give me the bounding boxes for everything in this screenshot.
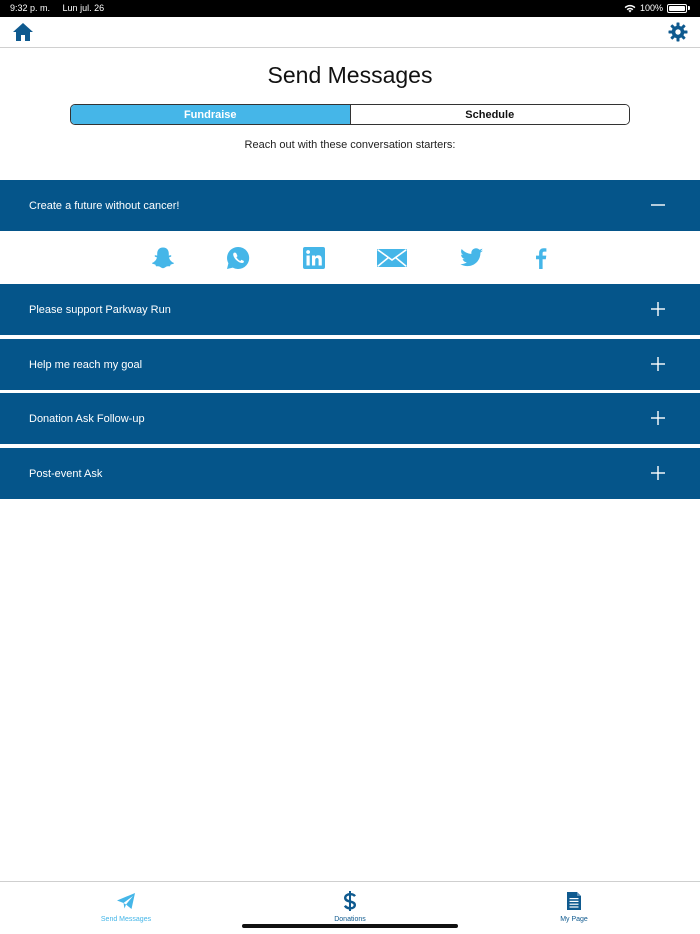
status-bar xyxy=(0,0,700,17)
plus-icon[interactable] xyxy=(650,301,666,317)
tab-fundraise[interactable]: Fundraise xyxy=(71,105,351,124)
whatsapp-icon[interactable] xyxy=(225,245,251,271)
email-icon[interactable] xyxy=(376,245,408,271)
tab-label: Send Messages xyxy=(100,916,152,923)
share-icons-row xyxy=(0,231,700,284)
page-title: Send Messages xyxy=(267,62,433,88)
dollar-icon xyxy=(340,891,360,911)
linkedin-icon[interactable] xyxy=(301,245,327,271)
battery-icon xyxy=(667,4,687,13)
twitter-icon[interactable] xyxy=(459,245,485,271)
bottom-tab-my-page[interactable] xyxy=(514,882,634,934)
minus-icon[interactable] xyxy=(650,197,666,213)
accordion-header-reach-goal[interactable] xyxy=(0,339,700,390)
accordion-header-donation-follow-up[interactable] xyxy=(0,393,700,444)
facebook-icon[interactable] xyxy=(528,245,554,271)
battery-tip xyxy=(688,6,690,10)
tab-label: Donations xyxy=(334,916,366,923)
status-date: Lun jul. 26 xyxy=(62,3,105,13)
home-icon[interactable] xyxy=(12,22,34,42)
home-indicator[interactable] xyxy=(242,924,458,928)
plus-icon[interactable] xyxy=(650,356,666,372)
accordion-label: Post-event Ask xyxy=(29,467,103,480)
plus-icon[interactable] xyxy=(650,465,666,481)
conversation-starters-subtitle: Reach out with these conversation starters: xyxy=(244,139,456,151)
accordion-header-parkway-run[interactable] xyxy=(0,284,700,335)
paper-plane-icon xyxy=(116,891,136,911)
segmented-control xyxy=(70,104,630,125)
plus-icon[interactable] xyxy=(650,410,666,426)
battery-percent: 100% xyxy=(639,3,663,13)
bottom-tab-send-messages[interactable] xyxy=(66,882,186,934)
accordion-label: Donation Ask Follow-up xyxy=(29,412,145,425)
status-time: 9:32 p. m. xyxy=(10,3,51,13)
wifi-icon xyxy=(624,4,636,13)
accordion-label: Create a future without cancer! xyxy=(29,199,180,212)
tab-schedule[interactable]: Schedule xyxy=(351,105,630,124)
tab-label: My Page xyxy=(560,916,588,923)
snapchat-icon[interactable] xyxy=(150,245,176,271)
status-left xyxy=(10,3,114,13)
document-icon xyxy=(564,891,584,911)
accordion-header-post-event-ask[interactable] xyxy=(0,448,700,499)
accordion-label: Please support Parkway Run xyxy=(29,303,171,316)
status-right xyxy=(624,3,690,13)
gear-icon[interactable] xyxy=(668,22,688,42)
nav-bar xyxy=(0,17,700,48)
accordion-label: Help me reach my goal xyxy=(29,358,143,371)
accordion-header-create-future[interactable] xyxy=(0,180,700,231)
